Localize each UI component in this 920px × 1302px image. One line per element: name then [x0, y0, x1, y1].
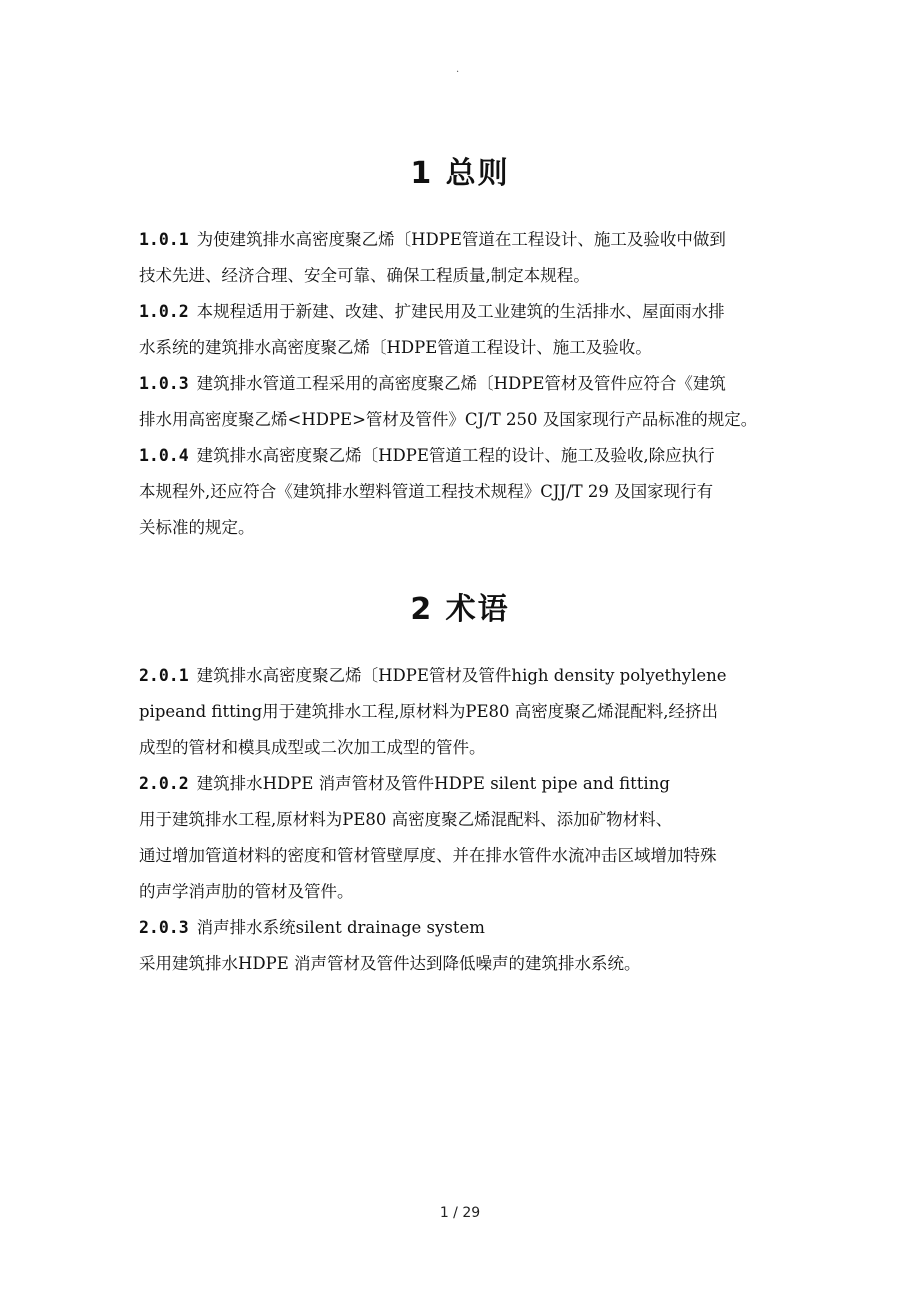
clause-number: 1.0.3 [139, 374, 189, 393]
clause-line [139, 330, 789, 366]
clause-text: 消声排水系统silent drainage system [196, 918, 485, 937]
clause-text: pipeand fitting用于建筑排水工程,原材料为PE80 高密度聚乙烯混配料,经挤出 [139, 702, 719, 721]
clause-line [139, 402, 789, 438]
page-number: 1 / 29 [439, 1205, 481, 1221]
chapter-title-general: 1 总则 [410, 156, 510, 191]
clause-text: 为使建筑排水高密度聚乙烯〔HDPE管道在工程设计、施工及验收中做到 [196, 230, 726, 249]
clause-line [139, 222, 789, 258]
clause-text: 建筑排水高密度聚乙烯〔HDPE管材及管件high density polyethylene [196, 666, 727, 685]
clause-line [139, 510, 789, 546]
clause-number: 2.0.3 [139, 918, 189, 937]
clause-text: 技术先进、经济合理、安全可靠、确保工程质量,制定本规程。 [139, 266, 590, 285]
clause-text: 建筑排水HDPE 消声管材及管件HDPE silent pipe and fitting [196, 774, 670, 793]
section-terms [139, 658, 789, 982]
clause-text: 的声学消声肋的管材及管件。 [139, 882, 354, 901]
clause-number: 2.0.2 [139, 774, 189, 793]
clause-number: 2.0.1 [139, 666, 189, 685]
clause-text: 建筑排水高密度聚乙烯〔HDPE管道工程的设计、施工及验收,除应执行 [196, 446, 715, 465]
clause-text: 成型的管材和模具成型或二次加工成型的管件。 [139, 738, 486, 757]
clause-text: 排水用高密度聚乙烯<HDPE>管材及管件》CJ/T 250 及国家现行产品标准的规定。 [139, 410, 758, 429]
clause-line [139, 874, 789, 910]
header-mark: . [456, 64, 460, 75]
clause-line [139, 366, 789, 402]
clause-line [139, 838, 789, 874]
clause-text: 关标准的规定。 [139, 518, 255, 537]
clause-number: 1.0.1 [139, 230, 189, 249]
clause-number: 1.0.2 [139, 302, 189, 321]
clause-line [139, 766, 789, 802]
clause-line [139, 438, 789, 474]
clause-line [139, 802, 789, 838]
clause-line [139, 694, 789, 730]
chapter-title-terms: 2 术语 [410, 592, 510, 627]
clause-line [139, 730, 789, 766]
clause-text: 水系统的建筑排水高密度聚乙烯〔HDPE管道工程设计、施工及验收。 [139, 338, 652, 357]
clause-text: 本规程外,还应符合《建筑排水塑料管道工程技术规程》CJJ/T 29 及国家现行有 [139, 482, 714, 501]
clause-line [139, 910, 789, 946]
clause-line [139, 658, 789, 694]
clause-text: 用于建筑排水工程,原材料为PE80 高密度聚乙烯混配料、添加矿物材料、 [139, 810, 673, 829]
section-general [139, 222, 789, 546]
clause-text: 建筑排水管道工程采用的高密度聚乙烯〔HDPE管材及管件应符合《建筑 [196, 374, 726, 393]
clause-line [139, 294, 789, 330]
clause-text: 采用建筑排水HDPE 消声管材及管件达到降低噪声的建筑排水系统。 [139, 954, 641, 973]
clause-number: 1.0.4 [139, 446, 189, 465]
clause-text: 本规程适用于新建、改建、扩建民用及工业建筑的生活排水、屋面雨水排 [196, 302, 725, 321]
clause-line [139, 474, 789, 510]
clause-line [139, 946, 789, 982]
clause-text: 通过增加管道材料的密度和管材管壁厚度、并在排水管件水流冲击区域增加特殊 [139, 846, 717, 865]
clause-line [139, 258, 789, 294]
